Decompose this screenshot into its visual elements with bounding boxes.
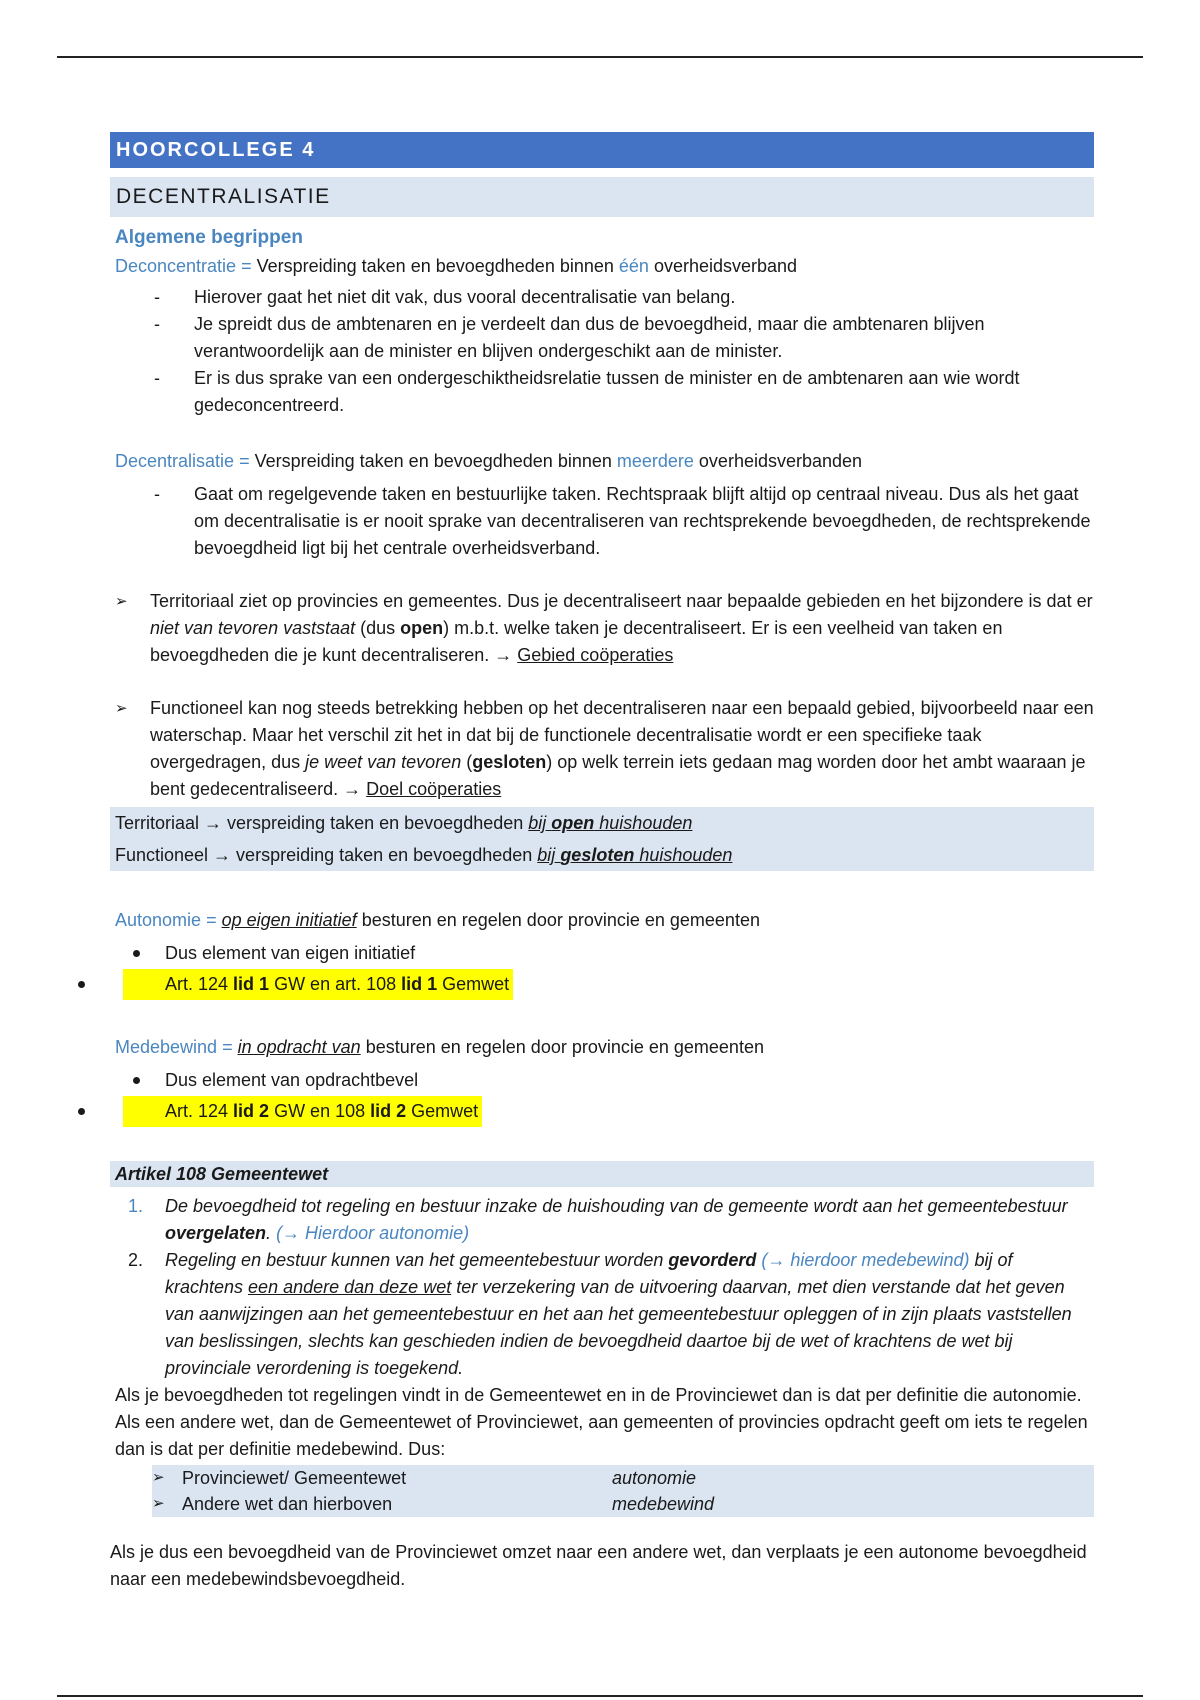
heading-artikel-108: Artikel 108 Gemeentewet (110, 1161, 1094, 1187)
deconcentratie-definition: Deconcentratie = Verspreiding taken en bevoegdheden binnen één overheidsverband (115, 256, 798, 276)
arrow-bullet-icon: ➢ (152, 1495, 165, 1512)
wet-comparison-table (152, 1465, 1094, 1517)
territoriaal-item: ➢ Territoriaal ziet op provincies en gemeentes. Dus je decentraliseert naar bepaalde gebieden en het bijzondere is dat er niet van tevoren vaststaat (dus open) m.b.t. welke taken je decentraliseert. Er is een veelheid van taken en bevoegdheden die je kunt decentraliseren. → Gebied coöperaties (110, 588, 1094, 669)
closing-paragraph: Als je dus een bevoegdheid van de Provinciewet omzet naar een andere wet, dan verplaats je een autonome bevoegdheid naar een medebewindsbevoegdheid. (110, 1542, 1087, 1589)
bullet-icon (78, 1108, 85, 1115)
term-autonomie: Autonomie (115, 910, 202, 930)
arrow-bullet-icon: ➢ (115, 700, 128, 717)
bullet-icon (133, 950, 140, 957)
medebewind-definition: Medebewind = in opdracht van besturen en regelen door provincie en gemeenten (115, 1037, 764, 1057)
decentralisatie-definition: Decentralisatie = Verspreiding taken en bevoegdheden binnen meerdere overheidsverbanden (115, 451, 863, 471)
heading-hoorcollege: HOORCOLLEGE 4 (110, 132, 1094, 168)
artikel-108-list (110, 1193, 1094, 1382)
list-item-highlighted: Art. 124 lid 2 GW en 108 lid 2 Gemwet (110, 1096, 1094, 1127)
list-item: - Hierover gaat het niet dit vak, dus vooral decentralisatie van belang. (110, 284, 1094, 311)
list-item: 1. De bevoegdheid tot regeling en bestuur inzake de huishouding van de gemeente wordt aan het gemeentebestuur overgelaten. (→ Hierdoor autonomie) (128, 1196, 1068, 1243)
autonomie-points (110, 938, 1094, 1000)
heading-decentralisatie: DECENTRALISATIE (110, 177, 1094, 217)
heading-algemene-begrippen: Algemene begrippen (115, 227, 303, 248)
list-item: - Er is dus sprake van een ondergeschiktheidsrelatie tussen de minister en de ambtenaren aan wie wordt gedeconcentreerd. (110, 365, 1094, 419)
bullet-icon (78, 981, 85, 988)
link-gebied-cooperaties: Gebied coöperaties (517, 645, 674, 665)
arrow-bullet-icon: ➢ (152, 1469, 165, 1486)
list-item: 2. Regeling en bestuur kunnen van het gemeentebestuur worden gevorderd (→ hierdoor medebewind) bij of krachtens een andere dan deze wet ter verzekering van de uitvoering daarvan, met dien verstande dat het geven van aanwijzingen aan het gemeentebestuur en het aan het gemeentebestuur opleggen of in zijn plaats vaststellen van beslissingen, slechts kan geschieden indien de bevoegdheid daartoe bij de wet of krachtens de wet bij provinciale verordening is toegekend. (128, 1250, 1072, 1378)
arrow-bullet-icon: ➢ (115, 593, 128, 610)
autonomie-definition: Autonomie = op eigen initiatief besturen en regelen door provincie en gemeenten (115, 910, 760, 930)
table-row: ➢ Provinciewet/ Gemeentewet autonomie (152, 1465, 1094, 1491)
list-item-highlighted: Art. 124 lid 1 GW en art. 108 lid 1 Gemwet (110, 969, 1094, 1000)
document-page (110, 132, 1094, 1593)
functioneel-item: ➢ Functioneel kan nog steeds betrekking hebben op het decentraliseren naar een bepaald gebied, bijvoorbeeld naar een waterschap. Maar het verschil zit het in dat bij de functionele decentralisatie wordt er een specifieke taak overgedragen, dus je weet van tevoren (gesloten) op welk terrein iets gedaan mag worden door het ambt waaraan je bent gedecentraliseerd. → Doel coöperaties (110, 695, 1094, 803)
table-row: ➢ Andere wet dan hierboven medebewind (152, 1491, 1094, 1517)
decentralisatie-points (110, 481, 1094, 562)
summary-row-territoriaal: Territoriaal → verspreiding taken en bevoegdheden bij open huishouden (115, 813, 693, 833)
term-medebewind: Medebewind (115, 1037, 218, 1057)
term-deconcentratie: Deconcentratie (115, 256, 237, 276)
list-item: - Je spreidt dus de ambtenaren en je verdeelt dan dus de bevoegdheid, maar die ambtenaren blijven verantwoordelijk aan de minister en blijven ondergeschikt aan de minister. (110, 311, 1094, 365)
medebewind-points (110, 1065, 1094, 1127)
list-item: Dus element van eigen initiatief (110, 938, 1094, 969)
deconcentratie-points (110, 284, 1094, 419)
list-item: - Gaat om regelgevende taken en bestuurlijke taken. Rechtspraak blijft altijd op centraal niveau. Dus als het gaat om decentralisatie is er nooit sprake van decentraliseren van rechtsprekende bevoegdheden, de rechtsprekende bevoegdheid ligt bij het centrale overheidsverband. (110, 481, 1094, 562)
list-item: Dus element van opdrachtbevel (110, 1065, 1094, 1096)
link-doel-cooperaties: Doel coöperaties (366, 779, 502, 799)
summary-block (110, 807, 1094, 871)
explanation-paragraph: Als je bevoegdheden tot regelingen vindt in de Gemeentewet en in de Provinciewet dan is dat per definitie die autonomie. Als een andere wet, dan de Gemeentewet of Provinciewet, aan gemeenten of provincies opdracht geeft om iets te regelen dan is dat per definitie medebewind. Dus: (115, 1385, 1088, 1459)
summary-row-functioneel: Functioneel → verspreiding taken en bevoegdheden bij gesloten huishouden (115, 845, 733, 865)
term-decentralisatie: Decentralisatie (115, 451, 235, 471)
bottom-rule (57, 1695, 1143, 1697)
bullet-icon (133, 1077, 140, 1084)
top-rule (57, 56, 1143, 58)
